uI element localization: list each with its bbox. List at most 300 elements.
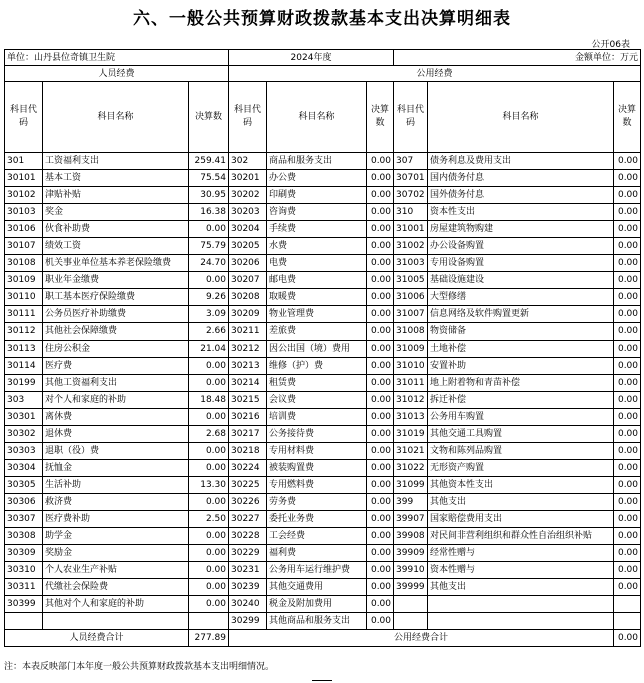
name-cell: 公务员医疗补助缴费	[43, 306, 189, 323]
code-cell: 30229	[229, 545, 267, 562]
code-cell: 30203	[229, 204, 267, 221]
amount-cell: 24.70	[189, 255, 229, 272]
name-cell: 其他社会保障缴费	[43, 323, 189, 340]
table-row	[5, 493, 641, 510]
code-cell	[394, 613, 428, 630]
amount-cell: 0.00	[614, 545, 641, 562]
amount-cell: 0.00	[367, 408, 394, 425]
amount-cell: 0.00	[367, 391, 394, 408]
name-cell: 其他对个人和家庭的补助	[43, 596, 189, 613]
table-code: 公开06表	[591, 40, 630, 50]
page-title: 六、一般公共预算财政拨款基本支出决算明细表	[133, 9, 511, 29]
code-cell: 30204	[229, 221, 267, 238]
name-cell: 奖金	[43, 204, 189, 221]
name-cell: 会议费	[267, 391, 367, 408]
amount-cell: 0.00	[189, 357, 229, 374]
name-cell: 信息网络及软件购置更新	[428, 306, 614, 323]
code-cell: 30215	[229, 391, 267, 408]
name-cell: 抚恤金	[43, 459, 189, 476]
amount-cell: 0.00	[614, 374, 641, 391]
amount-cell: 0.00	[367, 545, 394, 562]
code-cell: 30111	[5, 306, 43, 323]
name-cell: 其他资本性支出	[428, 476, 614, 493]
name-cell: 奖励金	[43, 545, 189, 562]
code-cell: 30216	[229, 408, 267, 425]
code-cell: 31013	[394, 408, 428, 425]
amount-cell: 0.00	[367, 340, 394, 357]
name-cell: 土地补偿	[428, 340, 614, 357]
code-cell: 30208	[229, 289, 267, 306]
name-cell: 经常性赠与	[428, 545, 614, 562]
code-cell: 30206	[229, 255, 267, 272]
public-total-label: 公用经费合计	[229, 630, 614, 647]
name-cell: 基础设施建设	[428, 272, 614, 289]
name-cell: 差旅费	[267, 323, 367, 340]
amount-cell: 0.00	[614, 323, 641, 340]
code-cell: 39999	[394, 579, 428, 596]
name-cell: 住房公积金	[43, 340, 189, 357]
table-row	[5, 170, 641, 187]
code-cell: 30109	[5, 272, 43, 289]
amount-cell: 0.00	[367, 272, 394, 289]
amount-cell: 0.00	[614, 238, 641, 255]
amount-cell: 16.38	[189, 204, 229, 221]
code-cell: 30212	[229, 340, 267, 357]
amount-cell: 0.00	[367, 289, 394, 306]
name-cell: 公务用车购置	[428, 408, 614, 425]
amount-cell: 9.26	[189, 289, 229, 306]
code-cell: 30308	[5, 528, 43, 545]
table-row	[5, 272, 641, 289]
table-row	[5, 187, 641, 204]
name-cell: 专用材料费	[267, 442, 367, 459]
code-cell: 30202	[229, 187, 267, 204]
code-cell: 30307	[5, 510, 43, 527]
name-cell: 医疗费	[43, 357, 189, 374]
amount-cell: 0.00	[367, 442, 394, 459]
amount-cell: 0.00	[614, 255, 641, 272]
code-cell: 30225	[229, 476, 267, 493]
amount-cell: 75.79	[189, 238, 229, 255]
name-cell: 商品和服务支出	[267, 153, 367, 170]
table-row	[5, 408, 641, 425]
header-amount: 决算数	[367, 82, 394, 153]
amount-cell: 0.00	[614, 221, 641, 238]
amount-cell: 3.09	[189, 306, 229, 323]
amount-cell: 0.00	[189, 528, 229, 545]
code-cell: 30299	[229, 613, 267, 630]
code-cell: 30201	[229, 170, 267, 187]
amount-cell: 0.00	[367, 562, 394, 579]
name-cell: 生活补助	[43, 476, 189, 493]
name-cell: 伙食补助费	[43, 221, 189, 238]
amount-cell: 0.00	[614, 528, 641, 545]
name-cell: 公务用车运行维护费	[267, 562, 367, 579]
amount-cell: 0.00	[189, 374, 229, 391]
code-cell: 39907	[394, 510, 428, 527]
amount-cell: 0.00	[614, 187, 641, 204]
code-cell: 39908	[394, 528, 428, 545]
code-cell: 30106	[5, 221, 43, 238]
code-cell: 30227	[229, 510, 267, 527]
code-cell: 30199	[5, 374, 43, 391]
code-cell: 30228	[229, 528, 267, 545]
code-cell: 310	[394, 204, 428, 221]
name-cell: 其他交通费用	[267, 579, 367, 596]
amount-cell: 0.00	[614, 153, 641, 170]
name-cell: 资本性赠与	[428, 562, 614, 579]
amount-cell: 0.00	[367, 255, 394, 272]
name-cell: 国家赔偿费用支出	[428, 510, 614, 527]
public-total-value: 0.00	[614, 630, 641, 647]
code-cell: 30226	[229, 493, 267, 510]
code-cell: 30304	[5, 459, 43, 476]
amount-cell: 0.00	[614, 170, 641, 187]
code-cell: 399	[394, 493, 428, 510]
group-public: 公用经费	[229, 66, 641, 82]
code-cell: 30311	[5, 579, 43, 596]
name-cell	[428, 613, 614, 630]
code-cell: 307	[394, 153, 428, 170]
code-cell: 30110	[5, 289, 43, 306]
name-cell: 其他支出	[428, 493, 614, 510]
amount-cell	[614, 596, 641, 613]
code-cell: 30108	[5, 255, 43, 272]
amount-cell: 0.00	[614, 493, 641, 510]
amount-cell: 0.00	[367, 510, 394, 527]
code-cell: 30309	[5, 545, 43, 562]
code-cell: 30213	[229, 357, 267, 374]
name-cell: 物资储备	[428, 323, 614, 340]
code-cell	[394, 596, 428, 613]
name-cell: 劳务费	[267, 493, 367, 510]
header-name: 科目名称	[267, 82, 367, 153]
name-cell: 税金及附加费用	[267, 596, 367, 613]
code-cell: 30224	[229, 459, 267, 476]
table-row	[5, 528, 641, 545]
name-cell: 其他支出	[428, 579, 614, 596]
code-cell: 31099	[394, 476, 428, 493]
name-cell: 培训费	[267, 408, 367, 425]
totals-row	[5, 630, 641, 647]
amount-cell: 0.00	[614, 272, 641, 289]
code-cell: 30214	[229, 374, 267, 391]
amount-cell: 0.00	[367, 459, 394, 476]
name-cell: 电费	[267, 255, 367, 272]
code-cell: 31011	[394, 374, 428, 391]
code-cell: 30101	[5, 170, 43, 187]
name-cell	[428, 596, 614, 613]
table-row	[5, 391, 641, 408]
code-cell: 31010	[394, 357, 428, 374]
code-cell: 30240	[229, 596, 267, 613]
code-cell: 31001	[394, 221, 428, 238]
amount-cell: 0.00	[189, 442, 229, 459]
name-cell: 国外债务付息	[428, 187, 614, 204]
amount-cell	[614, 613, 641, 630]
amount-cell: 0.00	[367, 221, 394, 238]
code-cell: 30107	[5, 238, 43, 255]
name-cell	[43, 613, 189, 630]
code-cell: 303	[5, 391, 43, 408]
name-cell: 债务利息及费用支出	[428, 153, 614, 170]
amount-cell: 0.00	[189, 459, 229, 476]
code-cell: 31002	[394, 238, 428, 255]
amount-cell: 0.00	[367, 153, 394, 170]
code-cell: 30310	[5, 562, 43, 579]
amount-cell: 0.00	[367, 357, 394, 374]
table-row	[5, 255, 641, 272]
divider	[312, 680, 332, 681]
name-cell: 基本工资	[43, 170, 189, 187]
amount-cell: 0.00	[367, 613, 394, 630]
amount-cell: 2.68	[189, 425, 229, 442]
amount-cell: 0.00	[189, 562, 229, 579]
code-cell: 31006	[394, 289, 428, 306]
amount-cell: 0.00	[367, 596, 394, 613]
code-cell: 31003	[394, 255, 428, 272]
name-cell: 地上附着物和青苗补偿	[428, 374, 614, 391]
code-cell	[5, 613, 43, 630]
name-cell: 水费	[267, 238, 367, 255]
amount-cell: 0.00	[614, 408, 641, 425]
table-row	[5, 510, 641, 527]
name-cell: 文物和陈列品购置	[428, 442, 614, 459]
year-label: 2024年度	[229, 50, 394, 66]
amount-cell: 0.00	[367, 238, 394, 255]
name-cell: 其他交通工具购置	[428, 425, 614, 442]
name-cell: 办公费	[267, 170, 367, 187]
name-cell: 医疗费补助	[43, 510, 189, 527]
amount-cell: 0.00	[189, 408, 229, 425]
amount-cell: 18.48	[189, 391, 229, 408]
amount-cell: 21.04	[189, 340, 229, 357]
amount-cell: 2.50	[189, 510, 229, 527]
code-cell: 30239	[229, 579, 267, 596]
name-cell: 职业年金缴费	[43, 272, 189, 289]
name-cell: 工资福利支出	[43, 153, 189, 170]
name-cell: 个人农业生产补贴	[43, 562, 189, 579]
code-cell: 30399	[5, 596, 43, 613]
name-cell: 离休费	[43, 408, 189, 425]
name-cell: 其他商品和服务支出	[267, 613, 367, 630]
name-cell: 其他工资福利支出	[43, 374, 189, 391]
name-cell: 助学金	[43, 528, 189, 545]
name-cell: 救济费	[43, 493, 189, 510]
amount-cell: 75.54	[189, 170, 229, 187]
code-cell: 31021	[394, 442, 428, 459]
footnote: 注：本表反映部门本年度一般公共预算财政拨款基本支出明细情况。	[4, 662, 275, 672]
amount-cell: 0.00	[614, 425, 641, 442]
name-cell: 绩效工资	[43, 238, 189, 255]
header-name: 科目名称	[428, 82, 614, 153]
expenditure-table	[4, 49, 641, 647]
name-cell: 租赁费	[267, 374, 367, 391]
amount-cell: 0.00	[367, 528, 394, 545]
amount-cell	[189, 613, 229, 630]
table-row	[5, 221, 641, 238]
table-row	[5, 442, 641, 459]
name-cell: 代缴社会保险费	[43, 579, 189, 596]
code-cell: 31005	[394, 272, 428, 289]
name-cell: 邮电费	[267, 272, 367, 289]
name-cell: 咨询费	[267, 204, 367, 221]
amount-unit: 金额单位：万元	[394, 50, 641, 66]
name-cell: 退职（役）费	[43, 442, 189, 459]
name-cell: 物业管理费	[267, 306, 367, 323]
name-cell: 取暖费	[267, 289, 367, 306]
code-cell: 30302	[5, 425, 43, 442]
name-cell: 房屋建筑物购建	[428, 221, 614, 238]
table-row	[5, 323, 641, 340]
amount-cell: 0.00	[367, 187, 394, 204]
table-row	[5, 357, 641, 374]
table-row	[5, 238, 641, 255]
amount-cell: 0.00	[614, 357, 641, 374]
header-code: 科目代码	[229, 82, 267, 153]
name-cell: 安置补助	[428, 357, 614, 374]
amount-cell: 0.00	[367, 476, 394, 493]
code-cell: 31019	[394, 425, 428, 442]
table-row	[5, 562, 641, 579]
amount-cell: 0.00	[367, 579, 394, 596]
code-cell: 31022	[394, 459, 428, 476]
code-cell: 31007	[394, 306, 428, 323]
code-cell: 30112	[5, 323, 43, 340]
amount-cell: 0.00	[614, 391, 641, 408]
table-row	[5, 340, 641, 357]
code-cell: 31012	[394, 391, 428, 408]
code-cell: 30303	[5, 442, 43, 459]
code-cell: 30701	[394, 170, 428, 187]
name-cell: 专用设备购置	[428, 255, 614, 272]
name-cell: 维修（护）费	[267, 357, 367, 374]
code-cell: 30114	[5, 357, 43, 374]
header-amount: 决算数	[189, 82, 229, 153]
code-cell: 30209	[229, 306, 267, 323]
amount-cell: 0.00	[614, 476, 641, 493]
name-cell: 机关事业单位基本养老保险缴费	[43, 255, 189, 272]
amount-cell: 0.00	[614, 340, 641, 357]
amount-cell: 0.00	[367, 323, 394, 340]
amount-cell: 0.00	[367, 170, 394, 187]
table-row	[5, 459, 641, 476]
amount-cell: 259.41	[189, 153, 229, 170]
amount-cell: 0.00	[189, 545, 229, 562]
amount-cell: 0.00	[614, 204, 641, 221]
code-cell: 30207	[229, 272, 267, 289]
name-cell: 对个人和家庭的补助	[43, 391, 189, 408]
name-cell: 委托业务费	[267, 510, 367, 527]
header-code: 科目代码	[394, 82, 428, 153]
table-row	[5, 289, 641, 306]
name-cell: 职工基本医疗保险缴费	[43, 289, 189, 306]
name-cell: 无形资产购置	[428, 459, 614, 476]
code-cell: 30231	[229, 562, 267, 579]
amount-cell: 0.00	[614, 306, 641, 323]
code-cell: 30103	[5, 204, 43, 221]
name-cell: 国内债务付息	[428, 170, 614, 187]
amount-cell: 0.00	[367, 204, 394, 221]
code-cell: 30702	[394, 187, 428, 204]
amount-cell: 0.00	[367, 374, 394, 391]
code-cell: 31009	[394, 340, 428, 357]
code-cell: 39910	[394, 562, 428, 579]
header-amount: 决算数	[614, 82, 641, 153]
amount-cell: 2.66	[189, 323, 229, 340]
amount-cell: 0.00	[367, 493, 394, 510]
amount-cell: 0.00	[614, 459, 641, 476]
name-cell: 印刷费	[267, 187, 367, 204]
code-cell: 30305	[5, 476, 43, 493]
amount-cell: 0.00	[614, 579, 641, 596]
amount-cell: 0.00	[189, 579, 229, 596]
code-cell: 30301	[5, 408, 43, 425]
amount-cell: 0.00	[614, 562, 641, 579]
amount-cell: 0.00	[614, 510, 641, 527]
code-cell: 39909	[394, 545, 428, 562]
header-code: 科目代码	[5, 82, 43, 153]
amount-cell: 13.30	[189, 476, 229, 493]
code-cell: 301	[5, 153, 43, 170]
code-cell: 30113	[5, 340, 43, 357]
amount-cell: 0.00	[367, 425, 394, 442]
amount-cell: 0.00	[614, 442, 641, 459]
name-cell: 大型修缮	[428, 289, 614, 306]
table-row	[5, 306, 641, 323]
code-cell: 30217	[229, 425, 267, 442]
code-cell: 30205	[229, 238, 267, 255]
code-cell: 30102	[5, 187, 43, 204]
name-cell: 退休费	[43, 425, 189, 442]
code-cell: 31008	[394, 323, 428, 340]
table-row	[5, 204, 641, 221]
amount-cell: 0.00	[189, 493, 229, 510]
name-cell: 工会经费	[267, 528, 367, 545]
personnel-total-label: 人员经费合计	[5, 630, 189, 647]
table-row	[5, 374, 641, 391]
name-cell: 因公出国（境）费用	[267, 340, 367, 357]
amount-cell: 30.95	[189, 187, 229, 204]
header-name: 科目名称	[43, 82, 189, 153]
table-row	[5, 596, 641, 613]
amount-cell: 0.00	[367, 306, 394, 323]
unit-label: 单位：山丹县位奇镇卫生院	[5, 50, 229, 66]
name-cell: 福利费	[267, 545, 367, 562]
amount-cell: 0.00	[189, 596, 229, 613]
table-row	[5, 613, 641, 630]
table-row	[5, 545, 641, 562]
amount-cell: 0.00	[189, 272, 229, 289]
code-cell: 30306	[5, 493, 43, 510]
name-cell: 专用燃料费	[267, 476, 367, 493]
personnel-total-value: 277.89	[189, 630, 229, 647]
group-personnel: 人员经费	[5, 66, 229, 82]
code-cell: 30218	[229, 442, 267, 459]
name-cell: 津贴补贴	[43, 187, 189, 204]
name-cell: 拆迁补偿	[428, 391, 614, 408]
code-cell: 302	[229, 153, 267, 170]
name-cell: 手续费	[267, 221, 367, 238]
table-row	[5, 153, 641, 170]
amount-cell: 0.00	[189, 221, 229, 238]
name-cell: 被装购置费	[267, 459, 367, 476]
name-cell: 公务接待费	[267, 425, 367, 442]
name-cell: 资本性支出	[428, 204, 614, 221]
name-cell: 对民间非营利组织和群众性自治组织补贴	[428, 528, 614, 545]
amount-cell: 0.00	[614, 289, 641, 306]
table-row	[5, 579, 641, 596]
